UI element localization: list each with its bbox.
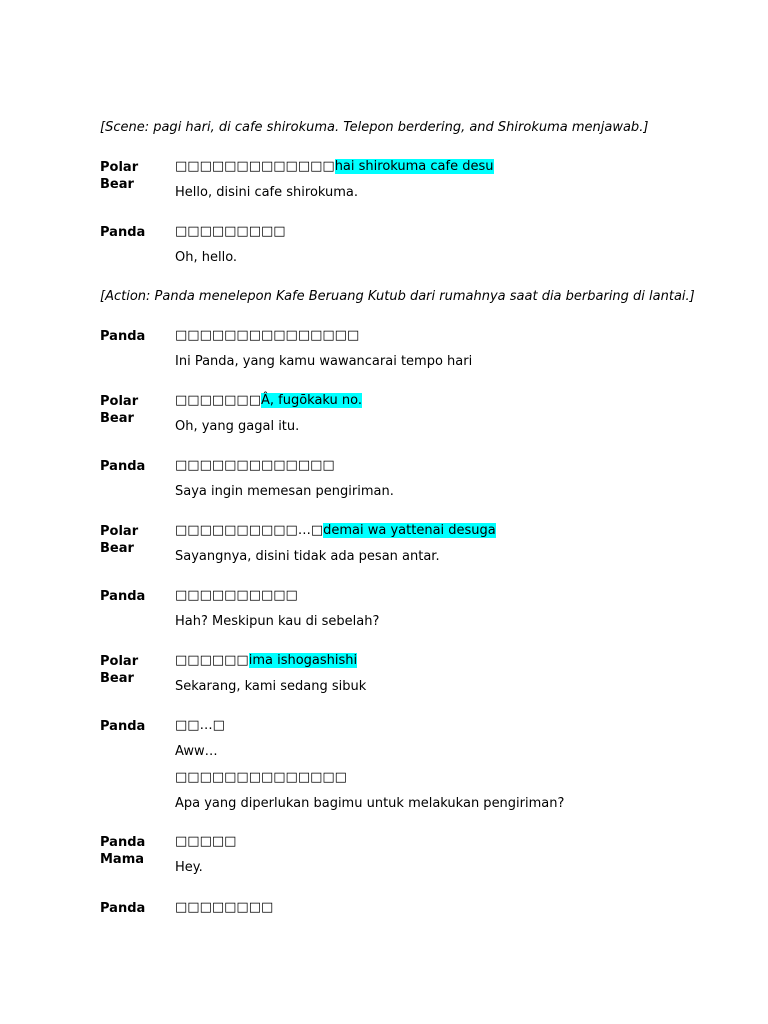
romaji-highlight: Â, fugōkaku no. bbox=[260, 393, 363, 408]
japanese-text: □□□□□□ bbox=[175, 653, 249, 668]
speaker-panda: Panda bbox=[100, 901, 146, 916]
dialogue-translation: Sayangnya, disini tidak ada pesan antar. bbox=[175, 549, 440, 564]
dialogue-translation: Saya ingin memesan pengiriman. bbox=[175, 484, 394, 499]
speaker-polar-bear: Polar Bear bbox=[100, 160, 139, 192]
dialogue-japanese: □□□□□ bbox=[175, 834, 237, 849]
romaji-highlight: hai shirokuma cafe desu bbox=[334, 159, 494, 174]
speaker-panda: Panda bbox=[100, 589, 146, 604]
dialogue-japanese: □□□□□□□□□□ bbox=[175, 588, 298, 603]
japanese-text: □□□□□□□ bbox=[175, 393, 261, 408]
scene-direction: [Scene: pagi hari, di cafe shirokuma. Telepon berdering, and Shirokuma menjawab.] bbox=[100, 120, 649, 135]
japanese-text: □□□□□□□□□□□□□ bbox=[175, 159, 335, 174]
romaji-highlight: demai wa yattenai desuga bbox=[323, 523, 496, 538]
speaker-panda: Panda bbox=[100, 329, 146, 344]
dialogue-translation: Oh, hello. bbox=[175, 250, 238, 265]
dialogue-japanese: □□□□□□□□□ bbox=[175, 224, 286, 239]
dialogue-japanese bbox=[175, 393, 362, 409]
speaker-panda: Panda bbox=[100, 459, 146, 474]
action-direction: [Action: Panda menelepon Kafe Beruang Kutub dari rumahnya saat dia berbaring di lantai.] bbox=[100, 289, 695, 304]
speaker-panda-mama: Panda Mama bbox=[100, 835, 146, 867]
dialogue-japanese: □□□□□□□□□□□□□ bbox=[175, 458, 335, 473]
dialogue-japanese: □□□□□□□□ bbox=[175, 900, 274, 915]
dialogue-japanese bbox=[175, 159, 494, 175]
dialogue-translation: Hah? Meskipun kau di sebelah? bbox=[175, 614, 380, 629]
dialogue-japanese: □□□□□□□□□□□□□□ bbox=[175, 770, 347, 785]
dialogue-japanese bbox=[175, 523, 496, 539]
romaji-highlight: ima ishogashishi bbox=[248, 653, 358, 668]
dialogue-translation: Aww… bbox=[175, 744, 218, 759]
speaker-polar-bear: Polar Bear bbox=[100, 654, 139, 686]
speaker-polar-bear: Polar Bear bbox=[100, 394, 139, 426]
dialogue-translation: Hello, disini cafe shirokuma. bbox=[175, 185, 359, 200]
dialogue-japanese bbox=[175, 653, 357, 669]
dialogue-translation: Hey. bbox=[175, 860, 203, 875]
dialogue-translation: Ini Panda, yang kamu wawancarai tempo hari bbox=[175, 354, 473, 369]
japanese-text: □□□□□□□□□□…□ bbox=[175, 523, 324, 538]
dialogue-translation: Oh, yang gagal itu. bbox=[175, 419, 300, 434]
speaker-panda: Panda bbox=[100, 225, 146, 240]
dialogue-japanese: □□…□ bbox=[175, 718, 225, 733]
dialogue-japanese: □□□□□□□□□□□□□□□ bbox=[175, 328, 360, 343]
dialogue-translation: Apa yang diperlukan bagimu untuk melakukan pengiriman? bbox=[175, 796, 565, 811]
speaker-polar-bear: Polar Bear bbox=[100, 524, 139, 556]
dialogue-translation: Sekarang, kami sedang sibuk bbox=[175, 679, 367, 694]
speaker-panda: Panda bbox=[100, 719, 146, 734]
